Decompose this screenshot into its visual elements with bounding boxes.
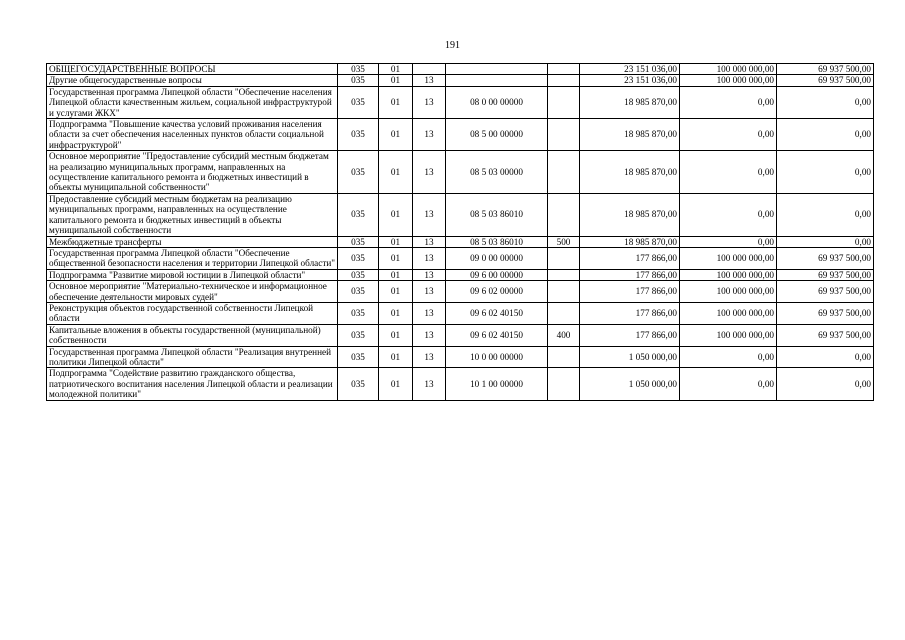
- cell-target-article: [446, 75, 548, 86]
- cell-amount-2: 0,00: [680, 86, 777, 118]
- cell-amount-1: 177 866,00: [580, 281, 680, 303]
- table-row: [47, 151, 874, 194]
- cell-expense-type: [548, 281, 580, 303]
- cell-section: 01: [379, 302, 413, 324]
- cell-amount-1: 18 985 870,00: [580, 193, 680, 236]
- table-row: [47, 324, 874, 346]
- cell-name: Государственная программа Липецкой области "Реализация внутренней политики Липецкой области": [47, 346, 338, 368]
- cell-ved: 035: [338, 247, 379, 269]
- cell-amount-2: 100 000 000,00: [680, 247, 777, 269]
- cell-subsection: 13: [413, 193, 446, 236]
- cell-amount-2: 0,00: [680, 119, 777, 151]
- cell-target-article: 08 5 03 86010: [446, 236, 548, 247]
- cell-name: Подпрограмма "Содействие развитию гражданского общества, патриотического воспитания населения Липецкой области и реализации молодежной политики": [47, 368, 338, 400]
- cell-expense-type: [548, 86, 580, 118]
- cell-target-article: [446, 64, 548, 75]
- cell-ved: 035: [338, 324, 379, 346]
- cell-subsection: 13: [413, 75, 446, 86]
- cell-amount-1: 18 985 870,00: [580, 119, 680, 151]
- cell-section: 01: [379, 346, 413, 368]
- cell-subsection: 13: [413, 324, 446, 346]
- table-row: [47, 64, 874, 75]
- cell-target-article: 09 6 02 40150: [446, 324, 548, 346]
- cell-expense-type: [548, 64, 580, 75]
- cell-expense-type: 500: [548, 236, 580, 247]
- cell-target-article: 08 5 00 00000: [446, 119, 548, 151]
- cell-expense-type: [548, 75, 580, 86]
- cell-expense-type: 400: [548, 324, 580, 346]
- table-row: [47, 119, 874, 151]
- cell-amount-2: 100 000 000,00: [680, 281, 777, 303]
- cell-amount-3: 0,00: [777, 236, 874, 247]
- cell-target-article: 09 0 00 00000: [446, 247, 548, 269]
- table-row: [47, 368, 874, 400]
- cell-subsection: 13: [413, 269, 446, 280]
- cell-ved: 035: [338, 236, 379, 247]
- cell-target-article: 08 5 03 86010: [446, 193, 548, 236]
- table-row: [47, 247, 874, 269]
- page-number: 191: [445, 40, 460, 51]
- cell-name: Межбюджетные трансферты: [47, 236, 338, 247]
- cell-amount-2: 0,00: [680, 236, 777, 247]
- cell-ved: 035: [338, 75, 379, 86]
- cell-target-article: 10 1 00 00000: [446, 368, 548, 400]
- table-row: [47, 75, 874, 86]
- table-body: [47, 64, 874, 401]
- cell-target-article: 10 0 00 00000: [446, 346, 548, 368]
- cell-ved: 035: [338, 281, 379, 303]
- cell-section: 01: [379, 236, 413, 247]
- cell-name: Подпрограмма "Развитие мировой юстиции в Липецкой области": [47, 269, 338, 280]
- cell-subsection: 13: [413, 86, 446, 118]
- cell-ved: 035: [338, 193, 379, 236]
- cell-section: 01: [379, 64, 413, 75]
- cell-amount-1: 18 985 870,00: [580, 86, 680, 118]
- cell-amount-3: 69 937 500,00: [777, 324, 874, 346]
- cell-expense-type: [548, 119, 580, 151]
- cell-expense-type: [548, 368, 580, 400]
- cell-ved: 035: [338, 302, 379, 324]
- cell-expense-type: [548, 346, 580, 368]
- cell-subsection: 13: [413, 247, 446, 269]
- table-row: [47, 86, 874, 118]
- cell-name: Основное мероприятие "Предоставление субсидий местным бюджетам на реализацию муниципальных программ, направленных на осуществление капитального ремонта и бюджетных инвестиций в объекты муниципальной собственности": [47, 151, 338, 194]
- cell-ved: 035: [338, 151, 379, 194]
- cell-amount-3: 69 937 500,00: [777, 247, 874, 269]
- cell-section: 01: [379, 324, 413, 346]
- table-row: [47, 302, 874, 324]
- cell-target-article: 08 0 00 00000: [446, 86, 548, 118]
- cell-expense-type: [548, 302, 580, 324]
- cell-amount-1: 177 866,00: [580, 302, 680, 324]
- cell-subsection: 13: [413, 151, 446, 194]
- cell-ved: 035: [338, 86, 379, 118]
- cell-expense-type: [548, 269, 580, 280]
- cell-target-article: 09 6 02 00000: [446, 281, 548, 303]
- cell-target-article: 09 6 00 00000: [446, 269, 548, 280]
- cell-amount-3: 69 937 500,00: [777, 64, 874, 75]
- cell-amount-1: 177 866,00: [580, 247, 680, 269]
- cell-amount-1: 18 985 870,00: [580, 151, 680, 194]
- cell-ved: 035: [338, 346, 379, 368]
- cell-amount-1: 177 866,00: [580, 269, 680, 280]
- budget-table: [46, 63, 874, 401]
- cell-amount-3: 69 937 500,00: [777, 281, 874, 303]
- cell-name: Основное мероприятие "Материально-техническое и информационное обеспечение деятельности мировых судей": [47, 281, 338, 303]
- cell-section: 01: [379, 368, 413, 400]
- table-row: [47, 193, 874, 236]
- table-row: [47, 269, 874, 280]
- cell-section: 01: [379, 119, 413, 151]
- cell-section: 01: [379, 193, 413, 236]
- cell-section: 01: [379, 86, 413, 118]
- cell-expense-type: [548, 193, 580, 236]
- cell-subsection: 13: [413, 236, 446, 247]
- cell-expense-type: [548, 151, 580, 194]
- cell-amount-3: 0,00: [777, 346, 874, 368]
- cell-amount-1: 1 050 000,00: [580, 368, 680, 400]
- cell-amount-3: 69 937 500,00: [777, 269, 874, 280]
- cell-amount-1: 23 151 036,00: [580, 64, 680, 75]
- cell-amount-2: 100 000 000,00: [680, 75, 777, 86]
- cell-name: Предоставление субсидий местным бюджетам на реализацию муниципальных программ, направленных на осуществление капитального ремонта и бюджетных инвестиций в объекты муниципальной собственности: [47, 193, 338, 236]
- cell-section: 01: [379, 281, 413, 303]
- table-row: [47, 281, 874, 303]
- cell-target-article: 09 6 02 40150: [446, 302, 548, 324]
- cell-amount-2: 0,00: [680, 346, 777, 368]
- cell-amount-2: 100 000 000,00: [680, 324, 777, 346]
- cell-ved: 035: [338, 368, 379, 400]
- cell-amount-3: 0,00: [777, 151, 874, 194]
- cell-amount-3: 69 937 500,00: [777, 75, 874, 86]
- cell-amount-2: 0,00: [680, 151, 777, 194]
- table-row: [47, 236, 874, 247]
- cell-amount-3: 69 937 500,00: [777, 302, 874, 324]
- cell-subsection: 13: [413, 346, 446, 368]
- cell-section: 01: [379, 269, 413, 280]
- cell-name: Другие общегосударственные вопросы: [47, 75, 338, 86]
- cell-subsection: 13: [413, 368, 446, 400]
- cell-name: Государственная программа Липецкой области "Обеспечение населения Липецкой области качественным жильем, социальной инфраструктурой и услугами ЖКХ": [47, 86, 338, 118]
- cell-amount-3: 0,00: [777, 193, 874, 236]
- cell-amount-2: 0,00: [680, 193, 777, 236]
- cell-amount-3: 0,00: [777, 119, 874, 151]
- cell-target-article: 08 5 03 00000: [446, 151, 548, 194]
- cell-amount-2: 100 000 000,00: [680, 269, 777, 280]
- cell-amount-3: 0,00: [777, 86, 874, 118]
- cell-amount-1: 18 985 870,00: [580, 236, 680, 247]
- cell-amount-1: 177 866,00: [580, 324, 680, 346]
- cell-name: ОБЩЕГОСУДАРСТВЕННЫЕ ВОПРОСЫ: [47, 64, 338, 75]
- cell-subsection: [413, 64, 446, 75]
- cell-ved: 035: [338, 64, 379, 75]
- cell-expense-type: [548, 247, 580, 269]
- cell-amount-2: 100 000 000,00: [680, 64, 777, 75]
- cell-name: Реконструкция объектов государственной собственности Липецкой области: [47, 302, 338, 324]
- cell-name: Подпрограмма "Повышение качества условий проживания населения области за счет обеспечения населенных пунктов области социальной инфраструктурой": [47, 119, 338, 151]
- cell-section: 01: [379, 151, 413, 194]
- cell-subsection: 13: [413, 302, 446, 324]
- cell-section: 01: [379, 247, 413, 269]
- cell-subsection: 13: [413, 281, 446, 303]
- cell-section: 01: [379, 75, 413, 86]
- cell-name: Капитальные вложения в объекты государственной (муниципальной) собственности: [47, 324, 338, 346]
- cell-ved: 035: [338, 269, 379, 280]
- cell-subsection: 13: [413, 119, 446, 151]
- cell-amount-1: 23 151 036,00: [580, 75, 680, 86]
- cell-name: Государственная программа Липецкой области "Обеспечение общественной безопасности населения и территории Липецкой области": [47, 247, 338, 269]
- cell-amount-1: 1 050 000,00: [580, 346, 680, 368]
- cell-amount-2: 0,00: [680, 368, 777, 400]
- cell-ved: 035: [338, 119, 379, 151]
- cell-amount-2: 100 000 000,00: [680, 302, 777, 324]
- cell-amount-3: 0,00: [777, 368, 874, 400]
- table-row: [47, 346, 874, 368]
